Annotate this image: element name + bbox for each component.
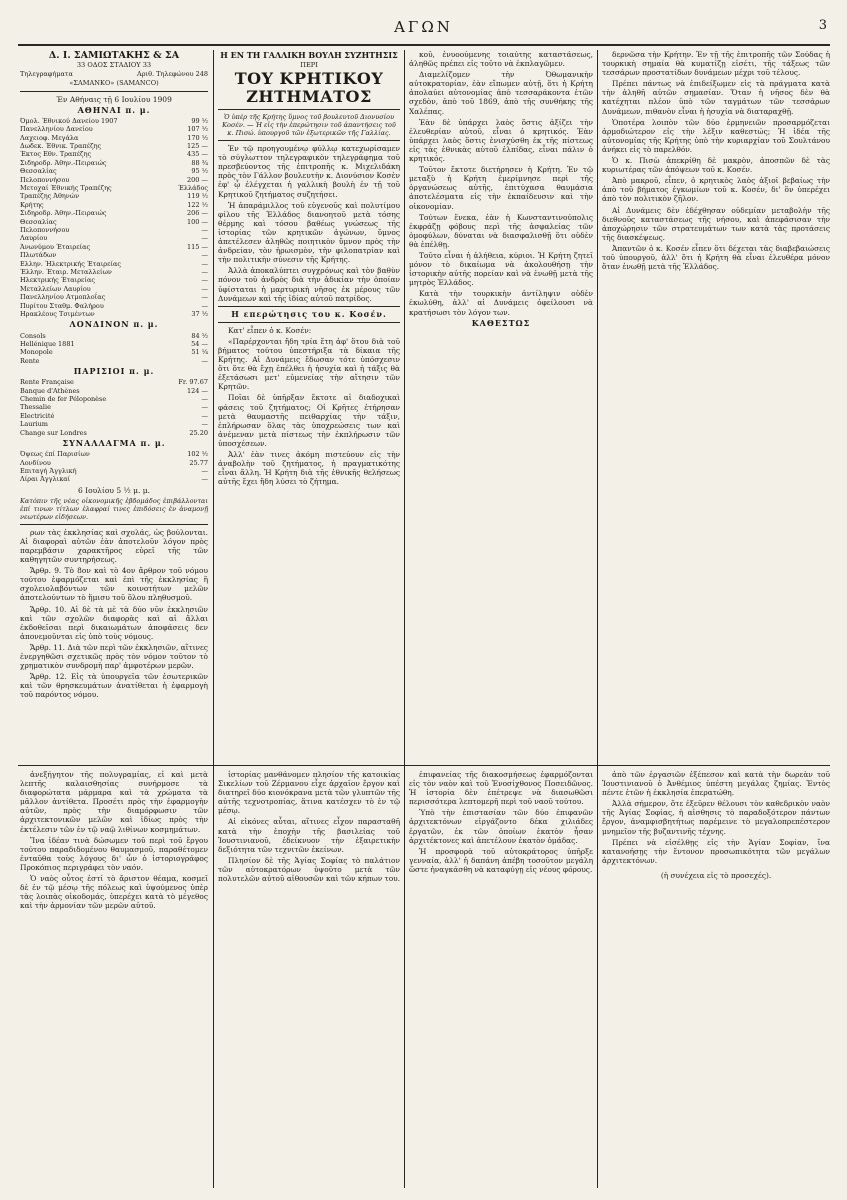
article-headline: ΤΟΥ ΚΡΗΤΙΚΟΥ ΖΗΤΗΜΑΤΟΣ [234,69,384,107]
rate-value: — [201,234,208,243]
paragraph: ἀνεξήγητον τῆς πολυγραμίας, εἰ καὶ μετὰ λεπτῆς καλαισθησίας συνήρμοσε τὰ διαφορώτατα μάρμαρα καὶ τὰ χρώματα τὰ μᾶλλον ἀντίθετα. Προσέτι πρὸς τὴν ἐφαρμογὴν αὐτῶν, πρὸς τὴν διαμόρφωσιν τῶν ἀρχιτεκτονικῶν μελῶν καὶ ἰδίως πρὸς τὴν ἐκτέλεσιν τῶν ἐν τῷ ναῷ λιθίνων κοσμημάτων. [20,770,208,834]
rate-value: Έλλάδος [178,183,208,192]
rate-value: Fr. 97.67 [178,378,208,387]
paragraph: Πρέπει νὰ εἰσέλθῃς εἰς τὴν Ἁγίαν Σοφίαν, ἵνα κατανοήσῃς τὴν ἔντονον προσωπικότητα τῶν μεγάλων ἀρχιτεκτόνων. [602,837,830,865]
rate-row [20,475,208,483]
rate-value: — [201,475,208,484]
rate-value: — [201,251,208,260]
rate-row [20,429,208,437]
paragraph: Ἄρθρ. 12. Εἰς τὰ ὑπουργεῖα τῶν ἐσωτερικῶν καὶ τῶν θρησκευμάτων ἀνατίθεται ἡ ἐφαρμογὴ τοῦ παρόντος νόμου. [20,672,208,700]
article-ending [602,50,830,762]
rate-value: — [201,276,208,285]
london-heading: ΛΟΝΔΙΝΟΝ π. μ. [69,319,159,330]
market-date: Έν Αθήναις τῇ 6 Ιουλίου 1909 [56,94,172,104]
rate-row [20,357,208,365]
rate-label: Έλλην. Έταιρ. Μεταλλείων [20,268,112,276]
rate-value: 119 ½ [187,192,208,201]
rate-label: Πανελληνίου Δανείου [20,125,93,134]
rate-row [20,293,208,301]
rate-row [20,285,208,293]
rate-label: Change sur Londres [20,428,87,437]
market-address: 33 ΟΔΟΣ ΣΤΑΔΙΟΥ 33 [76,61,152,69]
rate-value: 107 ½ [187,125,208,134]
rate-value: — [201,284,208,293]
paragraph: Ποῖαι δὲ ὑπῆρξαν ἔκτοτε αἱ διαδοχικαὶ φάσεις τοῦ ζητήματος; Οἱ Κρῆτες ἐτήρησαν μετὰ θαυμαστῆς πειθαρχίας τὴν τάξιν, ἐπλήρωσαν ὅλας τὰς ὑποχρεώσεις των καὶ ἀνέμεναν μετὰ πίστεως τὴν ἐκπλήρωσιν τῶν ὑποσχέσεων. [218,393,400,448]
rate-row [20,125,208,133]
rate-value: — [201,225,208,234]
rate-value: 124 — [187,386,208,395]
feature-d-paragraphs [602,770,830,865]
paragraph: Ἄρθρ. 10. Αἱ δὲ τὰ μὲ τὰ δύο νῦν ἐκκλησιῶν καὶ τῶν σχολῶν διαφορὰς καὶ αἱ ἄλλαι ἐκδοθεῖσαι περὶ δικαιωμάτων ἀποφάσεις δεν ἀπονεμοῦνται εἰς ὑπὸ τοὺς νόμους. [20,604,208,641]
rate-row [20,150,208,158]
rate-value: 115 — [187,242,208,251]
rate-value: 170 ½ [187,133,208,142]
paragraph: δερνῶσα τὴν Κρήτην. Ἐν τῇ τῆς ἐπιτροπῆς τῶν Σούδας ἡ τουρκικὴ σημαία θὰ κυματίζῃ εἰσέτι, τῆς τάξεως τῶν τεσσάρων προστατίδων δυνάμεων μέχρι τοῦ τέλους. [602,50,830,78]
rate-value: — [201,259,208,268]
telegraph-label: Τηλεγραφήματα [20,70,73,79]
market-footer-line: 6 Ιουλίου 5 ½ μ. μ. [77,485,151,495]
rate-label: Κρήτης [20,200,44,209]
paragraph: Ἀπὸ μακροῦ, εἶπεν, ὁ κρητικὸς λαὸς ἀξιοῖ βεβαίως τὴν ἀπὸ τοῦ βήματος ἐγκωμίων τοῦ κ. Κοσέν, δι' ὃν ὑπερέχει ἀπὸ τὸν πολιτικὸν ζῆλον. [602,176,830,204]
feature-part-d [602,770,830,1190]
market-firm: Δ. Ι. ΣΑΜΙΩΤΑΚΗΣ & ΣΑ [48,50,180,61]
rate-value: — [201,301,208,310]
rate-value: — [201,356,208,365]
paragraph: Ἐν τῷ προηγουμένῳ φύλλῳ κατεχωρίσαμεν τὸ σύγλωττον τηλεγραφικὸν τηλεγράφημα τοῦ πρεσβεύοντος τῆς ἐπιτροπῆς κ. Μιχελιδάκη πρὸς τὸν Γάλλον βουλευτὴν κ. Διονύσιον Κοσὲν ἐφ' ᾧ ἐλέγχεται ἡ γαλλικὴ βουλὴ ἐν τῇ τοῦ Κρητικοῦ ζητήματος συζητήσει. [218,144,400,199]
paragraph: Πρέπει πάντως νὰ ἐπιδείξωμεν εἰς τὰ πράγματα κατὰ τὴν ἀληθῆ αὐτῶν σημασίαν. Ὅταν ἡ νῆσος δὲν θὰ κατέχηται πλέον ὑπὸ τῶν ταγμάτων τῶν τεσσάρων Δυνάμεων, πιθανὸν εἶναι ἡ ἡσυχία νὰ διαταραχθῇ. [602,79,830,116]
rate-value: 200 — [187,175,208,184]
rate-row [20,276,208,284]
newspaper-title: ΑΓΩΝ [394,18,453,36]
rate-label: Μετοχαί Έθνικής Τραπέζης [20,183,112,192]
article-paragraphs [218,144,400,303]
main-article [218,50,400,762]
rate-row [20,348,208,356]
rate-row [20,302,208,310]
rate-label: Πανελληνίου Ατμοπλοΐας [20,293,106,302]
rate-value: — [201,293,208,302]
paragraph: Ἀλλὰ ἀποκαλύπτει συγχρόνως καὶ τὸν βαθὺν πόνον τοῦ ἀνδρὸς διὰ τὴν ἀδικίαν τὴν ὁποίαν ὑφίσταται ἡ μαρτυρικὴ νῆσος ἐκ μέρους τῶν Δυνάμεων καὶ τῆς ἰδίας αὐτοῦ πατρίδος. [218,266,400,303]
paragraph: ρων τὰς ἐκκλησίας καὶ σχολάς, ὡς βούλονται. Αἱ διαφοραὶ αὐτῶν ἐὰν ἀποτελοῦν λόγον πρὸς παρεμβάσιν χαρακτῆρος εὑρεῖ τῆς τῶν καθηγητῶν συντηρήσεως. [20,527,208,565]
rate-label: Θεσσαλίας [20,217,57,226]
rate-label: Consols [20,331,46,340]
athens-heading: ΑΘΗΝΑΙ π. μ. [77,104,151,115]
rate-label: Σιδηροδρ. Άθην.-Πειραιώς [20,158,107,167]
article-kicker: Η ΕΝ ΤΗ ΓΑΛΛΙΚΗ ΒΟΥΛΗ ΣΥΖΗΤΗΣΙΣ [220,50,398,60]
rate-row [20,403,208,411]
rate-label: Ηλεκτρικής Έταιρείας [20,276,95,285]
rate-row [20,209,208,217]
rate-row [20,243,208,251]
rate-value: 206 — [187,209,208,218]
article-subhead: Η επερώτησις του κ. Κοσέν. [231,308,387,319]
rate-row [20,387,208,395]
paragraph: Ὁποτέρα λοιπὸν τῶν δύο ἐρμηνειῶν προσαρμόζεται ἀρμοδιώτερον εἰς τὴν λέξιν καθεστώς; Ἡ ἰδέα τῆς αὐτονομίας τῆς Κρήτης ὑπὸ τὴν κυριαρχίαν τοῦ Σουλτάνου ἀνήκει εἰς τὸ παρελθόν. [602,117,830,154]
rate-row [20,117,208,125]
paragraph: Ἡ ἀπαράμιλλος τοῦ εὐγενοῦς καὶ πολυτίμου φίλου τῆς Ἑλλάδος διανοητοῦ μετὰ τόσης θέρμης καὶ τόσου βαθέως γνώσεως τῆς ἱστορίας τῶν κρητικῶν ἀγώνων, ὕμνος ἀπετέλεσεν ἀληθῶς ποιητικὸν ὕμνον πρὸς τὴν ἀνδρείαν, τὸν ἡρωισμὸν, τὴν φιλοπατρίαν καὶ τὴν πολιτικὴν σύνεσιν τῆς Κρήτης. [218,200,400,265]
rate-row [20,251,208,259]
rate-row [20,134,208,142]
paragraph: Ἐὰν δὲ ὑπάρχει λαὸς ὅστις ἀξίζει τὴν ἐλευθερίαν αὐτοῦ, εἶναι ὁ κρητικός. Ἐὰν ὑπάρχει λαὸς ὅστις ἐνισχύσθη ἐκ τῆς πίστεως εἰς τὰς ἐθνικὰς αὐτοῦ ἐλπίδας, εἶναι πάλιν ὁ κρητικός. [409,117,593,164]
rate-value: 54 — [191,339,208,348]
rate-label: Λονδίνου [20,458,51,467]
rate-value: 125 — [187,141,208,150]
kosen-paragraphs [218,337,400,487]
feature-c-paragraphs [409,770,593,874]
masthead [0,18,847,40]
column-a-article [20,528,208,700]
athens-rates-table [20,117,208,319]
paris-heading: ΠΑΡΙΣΙΟΙ π. μ. [73,366,155,377]
feature-part-b [218,770,400,1190]
section-rule [18,765,830,766]
kosen-intro: Κατ' εἶπεν ὁ κ. Κοσέν: [228,325,312,335]
rate-row [20,201,208,209]
rate-value: 100 — [187,217,208,226]
rate-value: 99 ½ [191,116,208,125]
rate-label: Rente Française [20,378,74,387]
rate-value: — [201,467,208,475]
rate-label: Ελλην. Ήλεκτρικής Έταιρείας [20,259,122,268]
rate-row [20,310,208,318]
rate-label: Πελοποννήσου [20,175,70,184]
rate-row [20,260,208,268]
article-continuation [409,50,593,762]
rate-value: 51 ¼ [191,348,208,357]
paragraph: «Παρέρχονται ἤδη τρία ἔτη ἀφ' ὅτου διὰ τοῦ βήματος τούτου ὑπεστήριξα τὰ δίκαια τῆς Κρήτης. Αἱ Δυνάμεις ἔδωσαν τότε ὑπόσχεσιν ὅτι ὅτε θὰ ἔχῃ ἐπέλθει ἡ ἡσυχία καὶ ἡ τάξις θὰ ἐξετάσωσι μετ' εὐμενείας τὴν αἴτησιν τῶν Κρητῶν. [218,336,400,392]
column-c-paragraphs [409,50,593,317]
rate-label: Ηρακλέους Τσιμέντων [20,310,95,319]
page-number: 3 [818,18,827,33]
column-rule [597,50,598,1188]
paragraph: ἀπὸ τῶν ἐργασιῶν ἐξέπεσον καὶ κατὰ τὴν δωρεὰν τοῦ Ἰουστινιανοῦ ὁ Ἀνθέμιος ὑπέστη μεγάλας ζημίας. Ἐντὸς πέντε ἐτῶν ἡ ἐκκλησία ἐπερατώθη. [602,770,830,798]
rate-row [20,226,208,234]
rate-label: Θεσσαλίας [20,167,57,176]
rate-label: Rente [20,356,40,365]
feature-part-c [409,770,593,1190]
rate-value: — [201,395,208,404]
paragraph: Ἀπαντῶν ὁ κ. Κοσέν εἶπεν ὅτι δέχεται τὰς διαβεβαιώσεις τοῦ ὑπουργοῦ, ἀλλ' ὅτι ἡ Κρήτη θὰ εἶναι ἐλευθέρα μόνον ὅταν ἑνωθῇ μετὰ τῆς Ἑλλάδος. [602,243,830,272]
rate-row [20,412,208,420]
paragraph: Ὁ κ. Πισὼ ἀπεκρίθη δὲ μακρὸν, ἀποσπῶν δὲ τὰς κυριωτέρας τῶν ἀπόψεων τοῦ κ. Κοσέν. [602,156,830,175]
rate-label: Τραπέζης Άθηνών [20,192,80,201]
rate-row [20,420,208,428]
paragraph: Ὁ ναὸς οὗτος ἐστί τὸ ἄριστον θέαμα, κοσμεῖ δὲ ἐν τῷ μέσῳ τῆς πόλεως καὶ ὑψούμενος ὑπὲρ τὰς λοιπὰς οἰκοδομάς, ὑπερέχει κατὰ τὸ μέγεθος καὶ τὴν ἁρμονίαν τῶν μερῶν αὐτοῦ. [20,874,208,911]
rate-value: 102 ½ [187,450,208,459]
column-c-subhead: ΚΑΘΕΣΤΩΣ [471,317,531,328]
rate-row [20,167,208,175]
rate-row [20,142,208,150]
rate-label: Δωδεκ. Έθνικ. Τραπέζης [20,141,102,150]
rate-label: Επιταγή Άγγλική [20,467,77,475]
rate-row [20,395,208,403]
feature-a-paragraphs [20,770,208,910]
rate-row [20,192,208,200]
rate-value: 122 ½ [187,200,208,209]
rate-value: — [201,268,208,276]
rate-row [20,159,208,167]
rate-label: Σιδηροδρ. Άθην.-Πειραιώς [20,209,107,218]
rate-label: Λαυρίου [20,234,48,243]
rate-label: Έκτος Εθν. Τραπέζης [20,150,92,159]
rate-label: Banque d'Athènes [20,386,80,395]
feature-part-a [20,770,208,1190]
paragraph: Ἵνα ἰδέαν τινὰ δώσωμεν τοῦ περὶ τοῦ ἔργου τούτου παραδιδομένου θαυμασμοῦ, παραθέτομεν ἐνταῦθα τοὺς λόγους δι' ὧν ὁ ἱστοριογράφος Προκόπιος περιγράφει τὸν ναόν. [20,835,208,872]
paragraph: Διαμελίζομεν τὴν Ὀθωμανικὴν αὐτοκρατορίαν, ἐὰν εἴπωμεν αὐτῇ, ὅτι ἡ Κρήτη ἀπολαύει αὐτονομίας ἀπὸ τεσσαράκοντα ἐτῶν σχεδὸν, ἀπὸ τοῦ 1869, ἀπὸ τῆς συνθήκης τῆς Χαλέπας. [409,70,593,116]
rate-value: — [201,420,208,429]
column-d-paragraphs [602,50,830,271]
rate-row [20,184,208,192]
rate-value: — [201,411,208,420]
rate-row [20,450,208,458]
rate-row [20,332,208,340]
market-note: Κατόπιν τῆς νέας οἰκονομικῆς ἐβδομάδος ἐπιβάλλονται ἐπί τινων τίτλων ἐλαφραί τινες ἐπιδόσεις ἐν ἀναμονῇ νεωτέρων εἰδήσεων. [20,496,208,521]
rate-label: Thessalie [20,403,51,412]
market-report [20,50,208,762]
rate-value: 435 — [187,150,208,159]
rate-label: Chemin de fer Péloponèse [20,395,107,404]
rate-label: Μεταλλείων Λαυρίου [20,284,91,293]
continued-note: (ἡ συνέχεια εἰς τὸ προσεχές). [660,870,772,880]
rate-value: 25.20 [189,428,208,437]
paragraph: κοῦ, ἐνυοούμενης τοιαύτης καταστάσεως, ἀληθῶς πρέπει εἰς τοῦτο νὰ ἐκπλαγῶμεν. [409,50,593,69]
rate-value: — [201,403,208,412]
rate-value: 84 ½ [191,331,208,340]
header-rule [18,44,830,46]
rate-row [20,218,208,226]
rate-label: Electricité [20,411,55,420]
column-rule [213,50,214,1188]
paragraph: Τοῦτον ἔκτοτε διετήρησεν ἡ Κρήτη. Ἐν τῷ μεταξὺ ἡ Κρήτη ἐμερίμνησε περὶ τῆς ὀργανώσεως αὐτῆς, ἐπιτύχασα θαυμάσια ἀποτελέσματα εἰς τὴν ἐκπαίδευσιν καὶ τὴν οἰκονομίαν. [409,165,593,211]
rate-label: Λίραι Άγγλικαί [20,475,71,484]
article-peri: ΠΕΡΙ [300,61,318,69]
rate-label: Άνωνύμου Έταιρείας [20,242,91,251]
paragraph: Αἱ εἰκόνες αὗται, αἵτινες εἶχον παρασταθῆ κατὰ τὴν ἐποχὴν τῆς βασιλείας τοῦ Ἰουστινιανοῦ, ἐδείκνυον τὴν ἐξαιρετικὴν δεξιότητα τῶν τεχνιτῶν ἐκείνων. [218,817,400,854]
rate-value: 25.77 [189,458,208,467]
paragraph: Ἄρθρ. 9. Τὸ 8ον καὶ τὸ 4ον ἄρθρον τοῦ νόμου τούτου ἐφαρμόζεται καὶ ἐπὶ τῆς ἐκκλησίας ἢ σχολειολαβόντων τῶν κοινοτήτων μελῶν ἀποτελούντων τὸ ἥμισυ τοῦ ὅλου πληθυσμοῦ. [20,566,208,603]
paragraph: Αἱ Δυνάμεις δὲν ἐδέχθησαν οὐδεμίαν μεταβολὴν τῆς διεθνοῦς καταστάσεως τῆς νήσου, καὶ ἀπεφάσισαν τὴν ἀποχώρησιν τῶν στρατευμάτων των κατὰ τὰς προτάσεις τῆς διασκέψεως. [602,205,830,242]
paragraph: ἱστορίας μανθάνομεν πλησίον τῆς κατοικίας Σικελίων τοῦ Ζέρμανου εἶχε ἀρχαῖον ἔργον καὶ διατηρεῖ δύο κιονόκρανα μετὰ τῶν γλυπτῶν τῆς αὐτῆς τεχνοτροπίας, ἅτινα κατέσχεν τὸ ἐν τῷ μέσῳ. [218,770,400,816]
rate-value: 37 ½ [191,310,208,319]
paragraph: Ὑπὸ τὴν ἐπιστασίαν τῶν δύο ἐπιφανῶν ἀρχιτεκτόνων εἰργάζοντο δέκα χιλιάδες ἐργατῶν, ἐκ τῶν ὁποίων ἑκατὸν ἦσαν ἀρχιτέκτονες καὶ ἀπετέλουν ἑκατὸν ὁμάδας. [409,808,593,845]
exchange-rates-table [20,450,208,484]
rate-label: Πελοποννήσου [20,225,70,234]
rate-label: Λαχειοφ. Μεγάλα [20,133,79,142]
paragraph: Τούτων ἕνεκα, ἐὰν ἡ Κωνσταντινούπολις ἐκφράζῃ φόβους περὶ τῆς ἀσφαλείας τῶν ὁμοφύλων, δύναται νὰ διασφαλισθῇ ὅτι οὐδὲν θὰ ἐπέλθῃ. [409,212,593,249]
paragraph: Ἄρθρ. 11. Διὰ τῶν περὶ τῶν ἐκκλησιῶν, αἵτινες ἐνεργηθῶσι σχετικῶς πρὸς τὸν νόμον τοῦτον τὸ χρηματικὸν συνδρομὴ παρ' ἀμφοτέρων μερῶν. [20,642,208,671]
rate-label: Laurium [20,420,48,429]
rate-label: Hellénique 1881 [20,339,75,348]
rate-value: 95 ½ [191,167,208,176]
paragraph: Ἡ προσφορὰ τοῦ αὐτοκράτορος ὑπῆρξε γενναία, ἀλλ' ἡ δαπάνη ἀπέβη τοσοῦτον μεγάλη ὥστε ἠναγκάσθη νὰ καταφύγῃ εἰς νέους φόρους. [409,846,593,874]
london-rates-table [20,332,208,366]
rate-row [20,340,208,348]
cable-address: «ΣΑΜΑΝΚΟ» (SAMANCO) [69,78,159,87]
paragraph: Κατὰ τὴν τουρκικὴν ἀντίληψιν οὐδὲν ἐκωλύθη, ἀλλ' αἱ Δυνάμεις ὀφείλουσι νὰ κρατήσωσι τὸν λόγον των. [409,289,593,317]
column-rule [404,50,405,1188]
paragraph: ἐπιφανείας τῆς διακοσμήσεως ἐφαρμόζονται εἰς τὸν ναὸν καὶ τοῦ Ἐνοσίχθονος Ποσειδῶνος. Ἡ ἱστορία δὲν ἐπέτρεψε νὰ διασωθῶσι περισσότερα λεπτομερῆ περὶ τοῦ ναοῦ τούτου. [409,770,593,807]
rate-row [20,234,208,242]
exchange-heading: ΣΥΝΑΛΛΑΓΜΑ π. μ. [62,438,166,449]
paragraph: Ἀλλὰ σήμερον, ὅτε ἐξεῦρεν θέλουσι τὸν καθεδρικὸν ναὸν τῆς Ἁγίας Σοφίας, ἡ αἰσθησις τὸ παραδοξότερον πάντων ἔργον, ἀναμφισβητήτως παρέμεινε τὸ μεγαλοπρεπέστερον μνημεῖον τῆς βυζαντινῆς τέχνης. [602,799,830,836]
rate-row [20,176,208,184]
rate-value: 88 ¾ [191,158,208,167]
paragraph: Πλησίον δὲ τῆς Ἁγίας Σοφίας τὸ παλάτιον τῶν αὐτοκρατόρων ὑψοῦτο μετὰ τῶν πολυτελῶν αὐτοῦ αἰθουσῶν καὶ τῶν κήπων του. [218,855,400,884]
paragraph: Τοῦτο εἶναι ἡ ἀλήθεια, κύριοι. Ἡ Κρήτη ζητεῖ μόνον τὸ δικαίωμα νὰ ἀκολουθήσῃ τὴν ἱστορικὴν αὐτῆς πορείαν καὶ νὰ ἑνωθῇ μετὰ τῆς μητρὸς Ἑλλάδος. [409,250,593,288]
feature-b-paragraphs [218,770,400,883]
paris-rates-table [20,378,208,437]
rate-label: Monopole [20,348,53,357]
paragraph: Ἀλλ' ἐὰν τινες ἀκόμη πιστεύουν εἰς τὴν ἀναβολὴν τοῦ ζητήματος, ἡ πραγματικότης εἶναι ἄλλη. Ἡ Κρήτη διὰ τῆς ἐθνικῆς θελήσεως αὐτῆς ἔχει ἤδη λύσει τὸ ζήτημα. [218,450,400,487]
rate-label: Όψεως έπί Παρισίων [20,450,90,459]
rate-label: Όμολ. Έθνικού Δανείου 1907 [20,116,118,125]
telephone-number: Αριθ. Τηλεφώνου 248 [137,70,208,79]
rate-label: Πυρίτου Σταθμ. Φαλήρου [20,301,104,310]
market-contacts [20,70,208,78]
article-intro: Ὁ ὑπὲρ τῆς Κρήτης ὕμνος τοῦ βουλευτοῦ Διονυσίου Κοσέν. — Ἡ εἰς τὴν ἐπερώτησιν τοῦ ἀπαντήσεις τοῦ κ. Πισώ. ὑπουργοῦ τῶν ἐξωτερικῶν τῆς Γαλλίας. [222,113,396,138]
rate-label: Πλωτάδων [20,251,57,260]
rate-row [20,459,208,467]
rate-row [20,378,208,386]
